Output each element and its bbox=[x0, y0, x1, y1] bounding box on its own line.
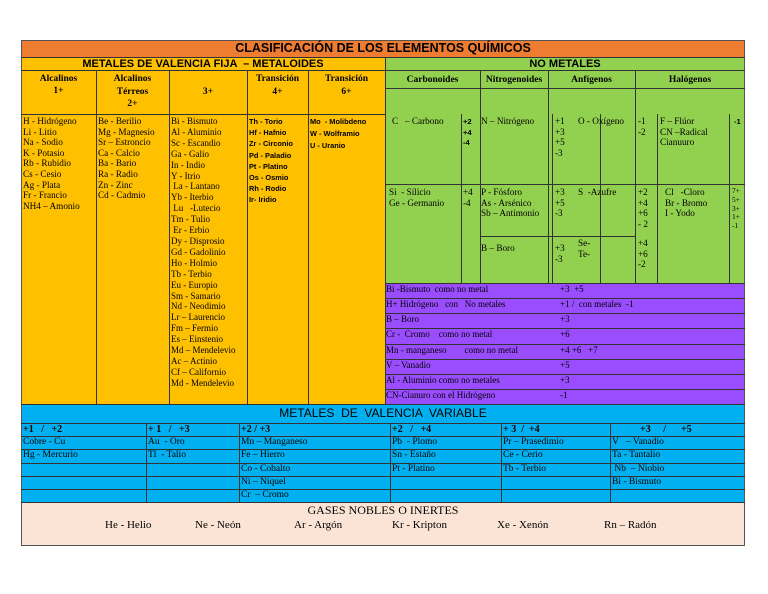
anfigenos-3: Se- Te- bbox=[578, 238, 591, 259]
anfigenos-2: S -Azufre bbox=[578, 187, 617, 197]
especial-label: Mn - manganeso como no metal bbox=[386, 344, 518, 355]
nitrogenoides-2: P - Fósforo As - Arsénico Sb – Antimonio bbox=[481, 187, 540, 219]
nobles-header: GASES NOBLES O INERTES bbox=[307, 503, 459, 517]
carbonoides-1: C – Carbono bbox=[392, 116, 444, 126]
list-terreos: Be - Berilio Mg - Magnesio Sr – Estroncio Ca - Calcio Ba - Bario Ra - Radio Zn - Zinc Cd - Cadmio bbox=[98, 116, 155, 201]
especial-valence: +5 bbox=[560, 359, 570, 370]
variable-item: Cobre - Cu bbox=[23, 437, 66, 448]
col-label-trans4: Transición 4+ bbox=[255, 74, 300, 97]
nometales-header: NO METALES bbox=[529, 58, 601, 70]
fija-header: METALES DE VALENCIA FIJA – METALOIDES bbox=[82, 58, 324, 70]
variable-item: Hg - Mercurio bbox=[23, 450, 78, 461]
col-divider bbox=[146, 423, 147, 502]
especial-label: V – Vanadio bbox=[386, 359, 431, 370]
variable-col-label: + 1 / +3 bbox=[148, 424, 190, 435]
carbonoides-1-val: +2 +4 -4 bbox=[463, 117, 472, 148]
especial-valence: +3 +5 bbox=[560, 284, 584, 294]
especial-label: Al - Aluminio como no metales bbox=[386, 374, 500, 385]
col-divider bbox=[239, 423, 240, 502]
col-label-3plus: 3+ bbox=[202, 87, 214, 97]
variable-item: Pt - Platino bbox=[392, 463, 435, 474]
col-label-terreos: Alcalinos Térreos 2+ bbox=[113, 74, 152, 109]
especial-valence: -1 bbox=[560, 389, 568, 400]
list-trans4: Th - Torio Hf - Hafnio Zr - Circonio Pd - Paladio Pt - Platino Os - Osmio Rh - Rodio Ir- Iridio bbox=[249, 117, 293, 205]
variable-item: Bi - Bismuto bbox=[612, 476, 662, 487]
variable-item: Ta - Tantalio bbox=[612, 450, 661, 461]
especial-label: CN-Cianuro con el Hidrógeno bbox=[386, 389, 496, 400]
group-carbonoides: Carbonoides bbox=[406, 75, 459, 85]
group-anfigenos: Anfígenos bbox=[571, 75, 612, 85]
variable-item: Cr – Cromo bbox=[241, 489, 289, 500]
nitrogenoides-3-val: +3 -3 bbox=[555, 243, 565, 264]
group-nitrogenoides: Nitrogenoides bbox=[485, 75, 543, 85]
list-trans6: Mo - Molibdeno W - Wolframio U - Uranio bbox=[310, 117, 367, 150]
list-3plus: Bi - Bismuto Al - Aluminio Sc - Escandio Ga - Galio In - Indio Y - Itrio La - Lantano Yb - Iterbio Lu -Lutecio Tm - Tulio Er - Erbio Dy - Disprosio Gd - Gadolinio Ho - Holmio Tb - Terbio Eu - Europio Sm - Samario Nd - Neodimio Lr – Laurencio Fm – Fermio Es – Einstenio Md – Mendelevio Ac – Actinio Cf – Californio Md - Mendelevio bbox=[171, 116, 236, 388]
variable-item: Sn - Estaño bbox=[392, 450, 436, 461]
halogenos-2: Cl -Cloro Br - Bromo I - Yodo bbox=[665, 187, 708, 219]
variable-item: Pb - Plomo bbox=[392, 437, 438, 448]
variable-col-label: +1 / +2 bbox=[23, 424, 63, 435]
variable-item: Co - Cobalto bbox=[241, 463, 291, 474]
nitrogenoides-2-val: +3 +5 -3 bbox=[555, 187, 565, 219]
variable-item: Tb - Terbio bbox=[503, 463, 546, 474]
especial-label: Bi -Bismuto como no metal bbox=[386, 284, 489, 294]
especial-label: H+ Hidrógeno con No metales bbox=[386, 299, 506, 310]
halogenos-1-val: -1 bbox=[734, 117, 741, 126]
noble-gas-item: Ar - Argón bbox=[294, 519, 343, 531]
especial-label: B – Boro bbox=[386, 314, 420, 325]
halogenos-1: F – Flúor CN –Radical Cianuuro bbox=[660, 116, 708, 148]
carbonoides-2: Si - Silicio Ge - Germanio bbox=[389, 187, 445, 208]
variable-item: Nb – Niobio bbox=[612, 463, 665, 474]
variable-item: Mn – Manganeso bbox=[241, 437, 308, 448]
variable-col-label: +2 / +3 bbox=[241, 424, 271, 435]
anfigenos-3-val: +4 +6 -2 bbox=[638, 238, 648, 270]
especial-valence: +6 bbox=[560, 329, 570, 340]
variable-col-label: + 3 / +4 bbox=[503, 424, 540, 435]
noble-gas-item: Ne - Neón bbox=[195, 519, 241, 531]
variable-item: Au - Oro bbox=[148, 437, 185, 448]
variable-item: V – Vanadio bbox=[612, 437, 664, 448]
col-divider bbox=[390, 423, 391, 502]
col-label-alcalinos: Alcalinos 1+ bbox=[39, 74, 78, 96]
variable-col-label: +2 / +4 bbox=[392, 424, 432, 435]
list-alcalinos: H - Hidrógeno Li - Litio Na - Sodio K - Potasio Rb - Rubidio Cs - Cesio Ag - Plata Fr - Francio NH4 – Amonio bbox=[23, 116, 80, 211]
especial-valence: +4 +6 +7 bbox=[560, 344, 598, 355]
nitrogenoides-1-val: +1 +3 +5 -3 bbox=[555, 116, 565, 158]
anfigenos-1: O - Oxígeno bbox=[578, 116, 624, 126]
noble-gas-item: Xe - Xenón bbox=[497, 519, 549, 531]
carbonoides-2-val: +4 -4 bbox=[463, 187, 473, 208]
noble-gas-item: Rn – Radón bbox=[604, 519, 657, 531]
anfigenos-2-val: +2 +4 +6 - 2 bbox=[638, 187, 648, 229]
especial-valence: +1 / con metales -1 bbox=[560, 299, 634, 310]
col-divider bbox=[610, 423, 611, 502]
variable-item: Fe – Hierro bbox=[241, 450, 285, 461]
noble-gas-item: He - Helio bbox=[105, 519, 152, 531]
halogenos-2-val: 7+ 5+ 3+ 1+ -1 bbox=[732, 186, 740, 231]
row-divider bbox=[21, 489, 745, 490]
especial-valence: +3 bbox=[560, 314, 570, 325]
variable-item: Ce - Cerio bbox=[503, 450, 543, 461]
variable-col-label: +3 / +5 bbox=[640, 424, 692, 435]
variable-header: METALES DE VALENCIA VARIABLE bbox=[279, 406, 487, 420]
group-halogenos: Halógenos bbox=[668, 75, 712, 85]
noble-gas-item: Kr - Kripton bbox=[392, 519, 447, 531]
nitrogenoides-1: N – Nitrógeno bbox=[481, 116, 535, 126]
nitrogenoides-3: B – Boro bbox=[481, 243, 515, 253]
page-title: CLASIFICACIÓN DE LOS ELEMENTOS QUÍMICOS bbox=[235, 41, 531, 55]
especial-label: Cr - Cromo como no metal bbox=[386, 329, 493, 340]
variable-item: Tl - Talio bbox=[148, 450, 186, 461]
especial-valence: +3 bbox=[560, 374, 570, 385]
col-divider bbox=[501, 423, 502, 502]
variable-item: Ni – Níquel bbox=[241, 476, 286, 487]
anfigenos-1-val: -1 -2 bbox=[638, 116, 646, 137]
col-label-trans6: Transición 6+ bbox=[324, 74, 369, 97]
variable-item: Pr – Prasedimio bbox=[503, 437, 564, 448]
